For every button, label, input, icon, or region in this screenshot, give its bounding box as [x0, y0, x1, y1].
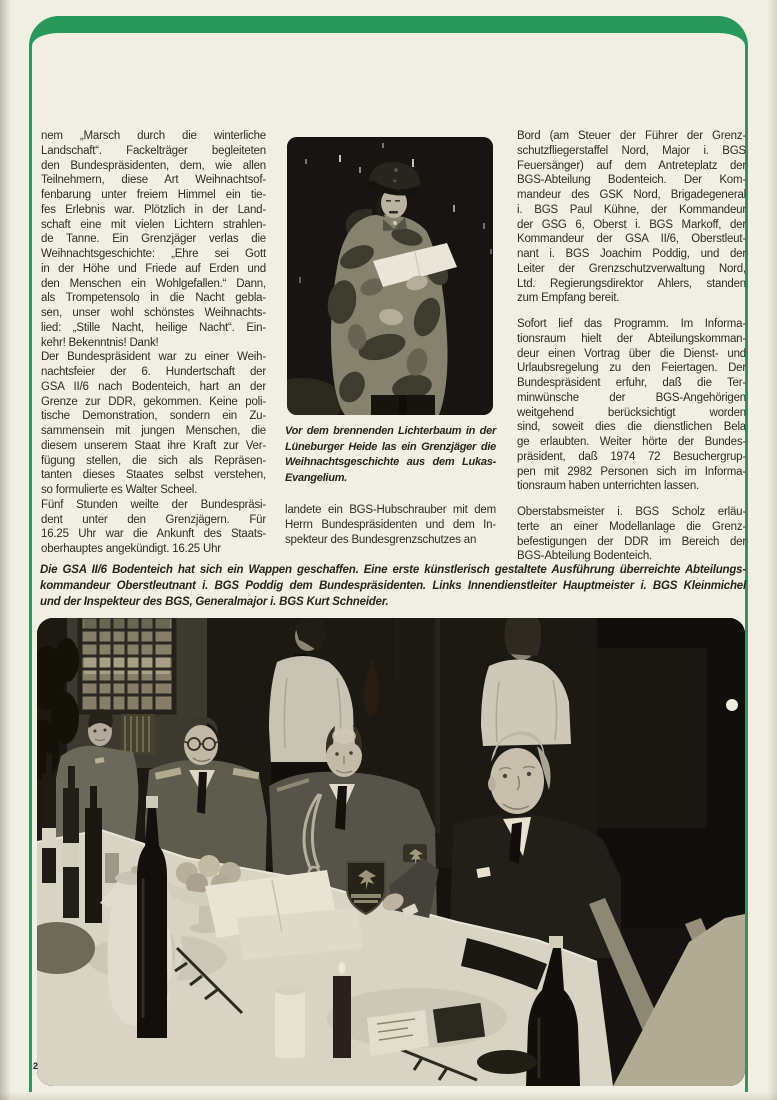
text-line: nachtsfeier der 6. Hundertschaft der [41, 366, 266, 378]
text-line: kommandeur Oberstleutnant i. BGS Poddig dem Bundespräsidenten. Links Innendienstleiter Hauptmeister i. BGS Kleinmichel [40, 579, 746, 592]
text-line: BGS-Abteilung Bodenteich. [517, 550, 653, 563]
text-line: landete ein BGS-Hubschrauber mit dem [285, 504, 496, 516]
night-reading-photo-art [287, 137, 493, 415]
text-line: Evangelium. [285, 472, 348, 485]
text-line: den Menschen ein Wohlgefallen.“ Dann, [41, 277, 266, 290]
night-photo-caption [285, 424, 496, 487]
text-line: sammensein mit jungen Menschen, die [41, 425, 266, 437]
text-line: schaft eine mit vielen Lichtern strahlen- [41, 218, 266, 231]
text-line: Weihnachtsgeschichte aus dem Lukas- [285, 456, 496, 469]
text-line: Grenze zur DDR, gekommen. Keine poli- [41, 395, 266, 408]
text-line: fes Erlebnis war. Plötzlich in der Land- [41, 203, 266, 216]
text-line: deur einen Vortrag über die Dienst- und [517, 347, 746, 360]
text-line: Die GSA II/6 Bodenteich hat sich ein Wappen geschaffen. Eine erste künstlerisch gestaltete Ausführung überreichte Abteilungs- [40, 564, 746, 576]
text-line: befestigungen der DDR im Bereich der [517, 535, 746, 548]
text-line: sind, soweit dies die dienstlichen Bela [517, 421, 746, 434]
text-line: spekteur des Bundesgrenzschutzes an [285, 533, 477, 546]
text-line: diesem unserem Staat ihre Kraft zur Ver- [41, 439, 266, 452]
paragraph [517, 317, 746, 494]
text-line: Oberstabsmeister i. BGS Scholz erläu- [517, 506, 746, 518]
banquet-photo-art [37, 618, 745, 1086]
glass-block-window [80, 618, 174, 712]
text-line: pen mit 2982 Personen sich im Informa- [517, 465, 746, 478]
text-line: Bord (am Steuer der Führer der Grenz- [517, 130, 746, 142]
text-line: so formulierte es Walter Scheel. [41, 484, 198, 496]
text-line: lied: „Stille Nacht, heilige Nacht“. Ein- [41, 321, 266, 334]
text-line: fügung stellen, die sich als Repräsen- [41, 454, 266, 467]
text-line: als Trompetensolo in die Nacht gebla- [41, 292, 266, 305]
text-line: nem „Marsch durch die winterliche [41, 130, 266, 142]
text-line: präsident, daß 1974 72 Besuchergrup- [517, 450, 746, 463]
text-line: dent unter den Grenzjägern. Für [41, 513, 266, 526]
text-line: tionsraum haben unterrichten lassen. [517, 480, 700, 493]
text-line: Weihnachtsgeschichte: „Ehre sei Gott [41, 248, 266, 260]
text-line: Leiter der Grenzschutzverwaltung Nord, [517, 262, 746, 275]
photo-blemish [726, 699, 738, 711]
text-line: 16.25 Uhr war die Ankunft des Staats- [41, 528, 266, 541]
text-line: Vor dem brennenden Lichterbaum in der [285, 425, 496, 437]
text-line: der GSG 6, Oberst i. BGS Markoff, der [517, 218, 746, 231]
text-line: tanten dieses Staates selbst verstehen, [41, 469, 266, 482]
paragraph [41, 129, 266, 350]
night-reading-photo [287, 137, 493, 415]
banquet-photo [37, 618, 745, 1086]
white-candle [275, 985, 305, 1058]
radiator [121, 714, 155, 754]
text-line: Teilnehmern, diese Art Weihnachtsof- [41, 174, 266, 187]
text-line: und der Inspekteur des BGS, Generalmajor i. BGS Kurt Schneider. [40, 595, 389, 608]
text-line: terte an einer Modellanlage die Grenz- [517, 520, 746, 533]
text-line: Fünf Stunden weilte der Bundespräsi- [41, 498, 266, 511]
text-line: weitgehend berücksichtigt worden [517, 406, 746, 419]
text-line: ge erlaubten. Weiter hörte der Bundes- [517, 436, 746, 448]
text-line: tionsraum hielt der Abteilungskomman- [517, 332, 746, 345]
paragraph [285, 503, 496, 547]
article-column-1 [41, 129, 266, 557]
red-candle [333, 962, 351, 1058]
text-line: Urlaubsregelung zu den Feiertagen. Der [517, 362, 746, 375]
text-line: mandeur des GSK Nord, Brigadegeneral [517, 189, 746, 201]
text-line: sen, unser wohl schönstes Weihnachts- [41, 307, 266, 319]
text-line: Lüneburger Heide las ein Grenzjäger die [285, 440, 496, 453]
text-line: i. BGS Paul Kühne, der Kommandeur [517, 203, 746, 216]
page-number: 2 [33, 1061, 39, 1071]
text-line: GSA II/6 nach Bodenteich, hart an der [41, 380, 266, 393]
text-line: Sofort lief das Programm. Im Informa- [517, 318, 746, 330]
paragraph [517, 505, 746, 564]
paragraph [517, 129, 746, 306]
text-line: Herrn Bundespräsidenten und dem In- [285, 518, 496, 531]
article-column-3 [517, 129, 746, 564]
text-line: zum Empfang bereit. [517, 292, 620, 305]
text-line: Kommandeur der GSA II/6, Oberstleut- [517, 233, 746, 246]
text-line: den Bundespräsidenten, dem, wie allen [41, 159, 266, 172]
text-line: nant i. BGS Joachim Poddig, und der [517, 248, 746, 260]
text-line: tische Demonstration, sondern ein Zu- [41, 410, 266, 423]
text-line: Der Bundespräsident war zu einer Weih- [41, 351, 266, 364]
text-line: in der Höhe und Friede auf Erden und [41, 262, 266, 275]
banquet-photo-caption [40, 563, 746, 611]
text-line: kehr! Bekenntnis! Dank! [41, 336, 159, 349]
text-line: fenbarung unter freiem Himmel ein tie- [41, 189, 266, 201]
text-line: Landschaft“. Fackelträger begleiteten [41, 144, 266, 157]
text-line: Feuersänger) auf dem Antreteplatz der [517, 159, 746, 172]
text-line: minwünsche der BGS-Angehörigen [517, 391, 746, 404]
text-line: Bundespräsident erfuhr, daß die Ter- [517, 377, 746, 389]
paragraph [41, 498, 266, 557]
text-line: BGS-Abteilung Bodenteich. Der Kom- [517, 174, 746, 187]
article-column-2 [285, 503, 496, 547]
text-line: schutzfliegerstaffel Nord, Major i. BGS [517, 144, 746, 157]
text-line: oberhauptes angekündigt. 16.25 Uhr [41, 543, 221, 555]
text-line: de Tanne. Ein Grenzjäger verlas die [41, 233, 266, 246]
text-line: Ltd. Regierungsdirektor Ahlers, standen [517, 277, 746, 290]
paragraph [41, 350, 266, 498]
